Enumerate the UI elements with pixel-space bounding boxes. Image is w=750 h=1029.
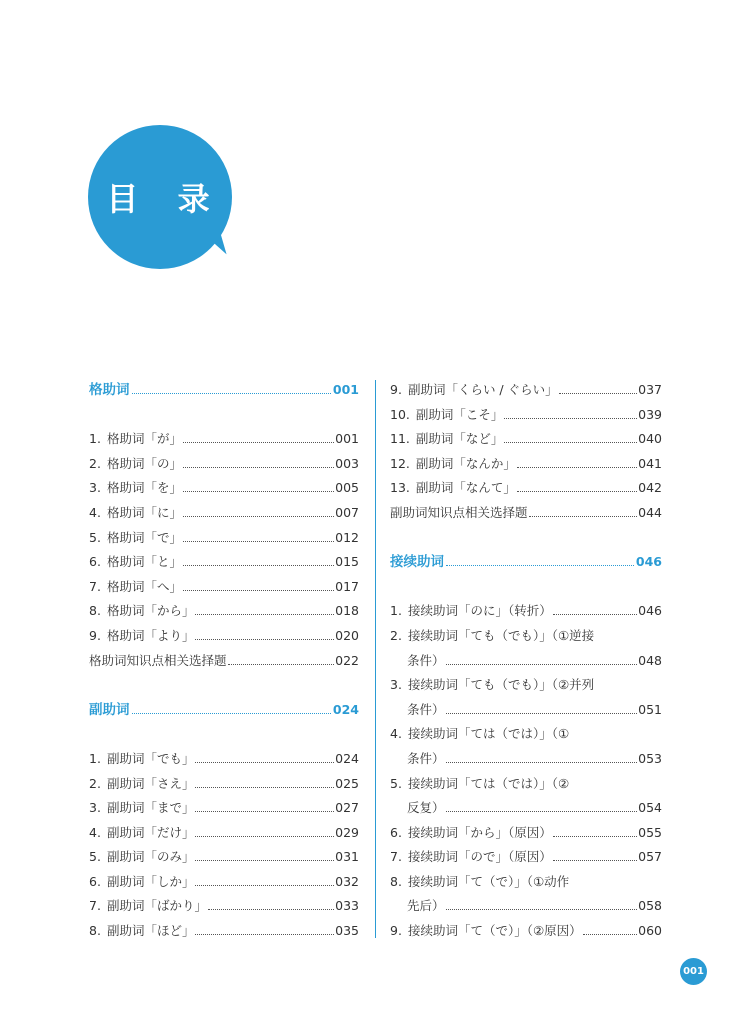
- entry-number: 2.: [89, 455, 101, 471]
- entry-list: [89, 427, 359, 673]
- entry-page: 044: [638, 504, 662, 520]
- toc-entry[interactable]: [390, 501, 662, 526]
- section-page: 024: [332, 701, 359, 717]
- entry-number: 9.: [89, 627, 101, 643]
- entry-list: [390, 378, 662, 526]
- column-divider: [375, 380, 376, 938]
- entry-page: 053: [638, 750, 662, 766]
- entry-label: 副助词「など」: [415, 431, 504, 447]
- dot-leader: [446, 713, 638, 714]
- entry-label: 格助词「を」: [106, 480, 182, 496]
- entry-number: 3.: [390, 677, 402, 693]
- toc-entry[interactable]: [89, 427, 359, 452]
- entry-number: 1.: [89, 431, 101, 447]
- entry-page: 007: [335, 504, 359, 520]
- toc-entry[interactable]: [89, 919, 359, 944]
- entry-label: 副助词「のみ」: [106, 849, 195, 865]
- entry-number: 6.: [390, 824, 402, 840]
- section-heading[interactable]: [89, 698, 359, 723]
- toc-entry[interactable]: [89, 894, 359, 919]
- section-heading[interactable]: [390, 550, 662, 575]
- entry-page: 033: [335, 898, 359, 914]
- entry-label: 副助词「くらい / ぐらい」: [407, 382, 558, 397]
- entry-page: 051: [638, 701, 662, 717]
- entry-page: 001: [335, 431, 359, 447]
- dot-leader: [183, 491, 334, 492]
- entry-number: 6.: [89, 873, 101, 889]
- entry-number: 5.: [89, 849, 101, 865]
- dot-leader: [446, 565, 634, 566]
- dot-leader: [553, 860, 637, 861]
- entry-page: 005: [335, 480, 359, 496]
- toc-entry[interactable]: [89, 452, 359, 477]
- entry-number: 2.: [89, 775, 101, 791]
- toc-entry[interactable]: [89, 747, 359, 772]
- dot-leader: [553, 614, 637, 615]
- entry-label: 格助词「へ」: [106, 578, 182, 594]
- toc-entry[interactable]: [390, 599, 662, 624]
- entry-label: 副助词「まで」: [106, 800, 195, 816]
- entry-label: 格助词知识点相关选择题: [89, 652, 227, 668]
- entry-label: 副助词知识点相关选择题: [390, 504, 528, 520]
- toc-entry[interactable]: [89, 796, 359, 821]
- toc-entry-first-line[interactable]: [390, 870, 662, 895]
- dot-leader: [559, 393, 638, 394]
- entry-page: 017: [335, 578, 359, 594]
- toc-entry[interactable]: [89, 599, 359, 624]
- entry-label-continuation: 先后）: [407, 898, 445, 914]
- section-title: 格助词: [89, 382, 130, 398]
- entry-label-continuation: 条件）: [407, 750, 445, 766]
- title-bubble: [88, 125, 232, 269]
- entry-number: 13.: [390, 480, 410, 496]
- entry-page: 032: [335, 873, 359, 889]
- entry-number: 6.: [89, 554, 101, 570]
- entry-number: 1.: [89, 750, 101, 766]
- toc-entry[interactable]: [390, 403, 662, 428]
- spacer: [89, 403, 359, 428]
- entry-label: 格助词「が」: [106, 431, 182, 447]
- dot-leader: [183, 467, 334, 468]
- toc-entry[interactable]: [390, 919, 662, 944]
- entry-label: 接续助词「から」（原因）: [407, 824, 552, 840]
- toc-entry[interactable]: [390, 427, 662, 452]
- dot-leader: [195, 860, 334, 861]
- entry-page: 040: [638, 431, 662, 447]
- section-page: 001: [332, 382, 359, 397]
- dot-leader: [183, 541, 334, 542]
- toc-right-column: [390, 378, 662, 944]
- entry-page: 041: [638, 455, 662, 471]
- toc-entry[interactable]: [89, 624, 359, 649]
- entry-label: 副助词「だけ」: [106, 824, 195, 840]
- entry-number: 12.: [390, 455, 410, 471]
- entry-label: 副助词「なんか」: [415, 455, 516, 471]
- entry-number: 8.: [89, 923, 101, 939]
- dot-leader: [183, 590, 334, 591]
- dot-leader: [529, 516, 638, 517]
- entry-label: 接续助词「て（で）」（①动作: [407, 873, 570, 889]
- entry-label: 副助词「しか」: [106, 873, 195, 889]
- entry-number: 2.: [390, 627, 402, 643]
- entry-page: 039: [638, 406, 662, 422]
- entry-label: 副助词「こそ」: [415, 406, 504, 422]
- entry-number: 9.: [390, 382, 402, 397]
- entry-page: 048: [638, 652, 662, 668]
- spacer: [89, 673, 359, 698]
- dot-leader: [195, 934, 334, 935]
- toc-entry[interactable]: [89, 575, 359, 600]
- entry-page: 037: [638, 382, 662, 397]
- entry-page: 057: [638, 849, 662, 865]
- entry-label: 格助词「より」: [106, 627, 195, 643]
- entry-page: 024: [335, 750, 359, 766]
- dot-leader: [183, 442, 334, 443]
- dot-leader: [208, 909, 334, 910]
- dot-leader: [504, 442, 637, 443]
- entry-page: 022: [335, 652, 359, 668]
- entry-list: [89, 747, 359, 944]
- toc-entry[interactable]: [89, 550, 359, 575]
- section-page: 046: [635, 554, 662, 570]
- entry-label-continuation: 条件）: [407, 652, 445, 668]
- entry-page: 020: [335, 627, 359, 643]
- entry-page: 027: [335, 800, 359, 816]
- entry-label: 接续助词「ては（では）」（②: [407, 775, 570, 791]
- dot-leader: [195, 836, 334, 837]
- dot-leader: [195, 639, 334, 640]
- entry-page: 055: [638, 824, 662, 840]
- toc-entry-first-line[interactable]: [390, 722, 662, 747]
- toc-entry-first-line[interactable]: [390, 772, 662, 797]
- entry-label: 格助词「で」: [106, 529, 182, 545]
- entry-label: 格助词「と」: [106, 554, 182, 570]
- toc-entry[interactable]: [390, 894, 662, 919]
- toc-entry-first-line[interactable]: [390, 673, 662, 698]
- spacer: [390, 575, 662, 600]
- dot-leader: [183, 516, 334, 517]
- entry-page: 042: [638, 480, 662, 496]
- entry-list: [390, 599, 662, 943]
- entry-page: 031: [335, 849, 359, 865]
- toc-entry[interactable]: [390, 747, 662, 772]
- section-title: 接续助词: [390, 554, 444, 571]
- dot-leader: [195, 787, 334, 788]
- entry-number: 7.: [89, 578, 101, 594]
- entry-label: 接续助词「て（で）」（②原因）: [407, 923, 582, 939]
- dot-leader: [195, 762, 334, 763]
- dot-leader: [517, 467, 637, 468]
- dot-leader: [553, 836, 637, 837]
- entry-label: 副助词「さえ」: [106, 775, 195, 791]
- entry-page: 046: [638, 603, 662, 619]
- entry-label: 接续助词「ても（でも）」（①逆接: [407, 627, 595, 643]
- entry-page: 003: [335, 455, 359, 471]
- dot-leader: [132, 393, 331, 394]
- entry-number: 4.: [89, 504, 101, 520]
- dot-leader: [446, 909, 638, 910]
- entry-label: 副助词「なんて」: [415, 480, 516, 496]
- spacer: [89, 722, 359, 747]
- entry-label: 接续助词「ては（では）」（①: [407, 726, 570, 742]
- entry-number: 9.: [390, 923, 402, 939]
- toc-entry[interactable]: [390, 845, 662, 870]
- section-heading[interactable]: [89, 378, 359, 403]
- entry-page: 054: [638, 800, 662, 816]
- entry-label: 格助词「から」: [106, 603, 195, 619]
- entry-label: 副助词「ばかり」: [106, 898, 207, 914]
- dot-leader: [228, 664, 335, 665]
- entry-label: 格助词「に」: [106, 504, 182, 520]
- entry-label-continuation: 反复）: [407, 800, 445, 816]
- entry-number: 10.: [390, 406, 410, 422]
- toc-entry[interactable]: [89, 476, 359, 501]
- entry-number: 3.: [89, 800, 101, 816]
- dot-leader: [504, 418, 637, 419]
- toc-entry[interactable]: [89, 870, 359, 895]
- entry-label: 副助词「でも」: [106, 750, 195, 766]
- entry-label: 接续助词「ので」（原因）: [407, 849, 552, 865]
- entry-page: 012: [335, 529, 359, 545]
- toc-entry[interactable]: [89, 821, 359, 846]
- entry-label: 接续助词「のに」（转折）: [407, 603, 552, 619]
- dot-leader: [517, 491, 637, 492]
- dot-leader: [583, 934, 637, 935]
- entry-number: 4.: [390, 726, 402, 742]
- dot-leader: [195, 614, 334, 615]
- entry-page: 029: [335, 824, 359, 840]
- entry-number: 11.: [390, 431, 410, 447]
- entry-label-continuation: 条件）: [407, 701, 445, 717]
- entry-label: 接续助词「ても（でも）」（②并列: [407, 677, 595, 693]
- dot-leader: [446, 811, 638, 812]
- dot-leader: [132, 713, 331, 714]
- entry-page: 060: [638, 923, 662, 939]
- entry-number: 7.: [89, 898, 101, 914]
- entry-number: 5.: [89, 529, 101, 545]
- dot-leader: [446, 664, 638, 665]
- toc-entry[interactable]: [390, 698, 662, 723]
- toc-entry[interactable]: [390, 378, 662, 403]
- dot-leader: [183, 565, 334, 566]
- toc-entry[interactable]: [390, 476, 662, 501]
- toc-entry[interactable]: [390, 821, 662, 846]
- entry-number: 7.: [390, 849, 402, 865]
- entry-number: 1.: [390, 603, 402, 619]
- entry-page: 015: [335, 554, 359, 570]
- dot-leader: [195, 811, 334, 812]
- toc-entry[interactable]: [390, 452, 662, 477]
- toc-entry[interactable]: [390, 649, 662, 674]
- entry-label: 副助词「ほど」: [106, 923, 195, 939]
- entry-number: 4.: [89, 824, 101, 840]
- toc-entry[interactable]: [89, 526, 359, 551]
- toc-entry-first-line[interactable]: [390, 624, 662, 649]
- spacer: [390, 526, 662, 551]
- entry-number: 8.: [89, 603, 101, 619]
- page-number-badge: 001: [680, 958, 707, 985]
- dot-leader: [195, 885, 334, 886]
- dot-leader: [446, 762, 638, 763]
- entry-number: 3.: [89, 480, 101, 496]
- toc-entry[interactable]: [89, 501, 359, 526]
- section-title: 副助词: [89, 701, 130, 718]
- toc-entry[interactable]: [89, 649, 359, 674]
- toc-entry[interactable]: [390, 796, 662, 821]
- entry-page: 018: [335, 603, 359, 619]
- entry-number: 8.: [390, 873, 402, 889]
- toc-left-column: [89, 378, 359, 944]
- page-title: 目 录: [106, 180, 224, 218]
- entry-page: 025: [335, 775, 359, 791]
- toc-entry[interactable]: [89, 772, 359, 797]
- entry-page: 058: [638, 898, 662, 914]
- entry-page: 035: [335, 923, 359, 939]
- toc-entry[interactable]: [89, 845, 359, 870]
- entry-number: 5.: [390, 775, 402, 791]
- entry-label: 格助词「の」: [106, 455, 182, 471]
